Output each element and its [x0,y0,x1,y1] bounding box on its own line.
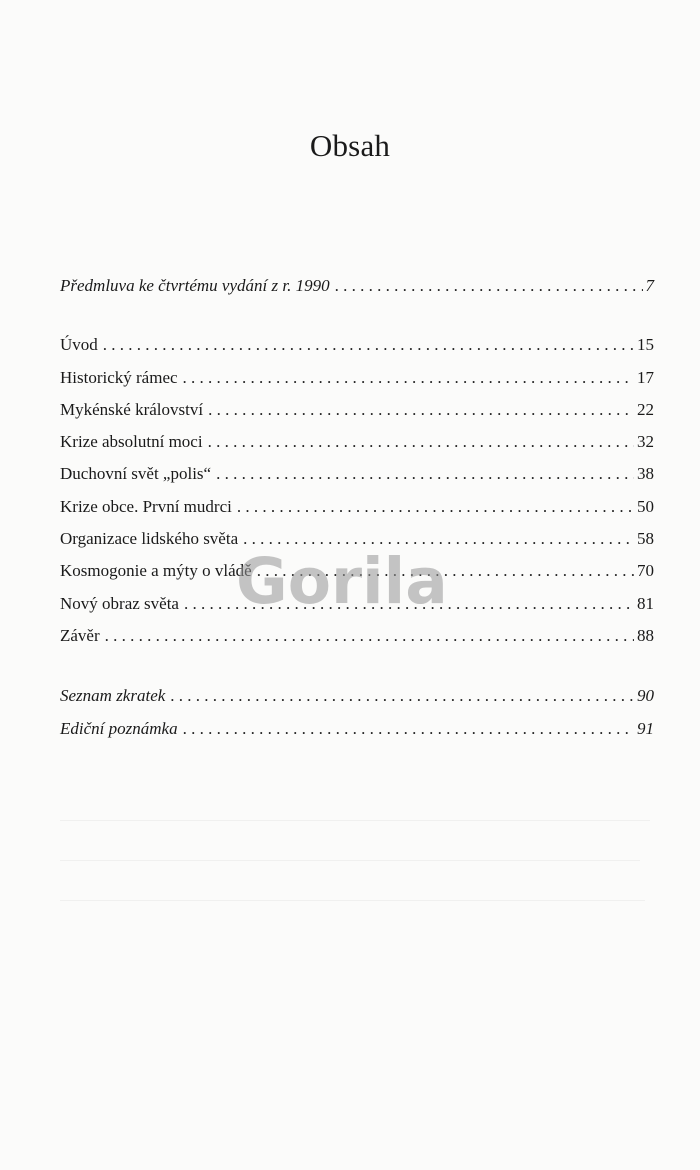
dot-leader [208,432,634,452]
toc-entry-page: 17 [637,367,654,387]
toc-entry-page: 15 [637,335,654,355]
toc-entry-page: 38 [637,464,654,484]
table-of-contents [60,276,654,751]
toc-entry-page: 91 [637,718,654,738]
toc-chapters [60,335,654,658]
toc-entry [60,594,654,626]
toc-entry [60,276,654,308]
toc-entry-title: Ediční poznámka [60,718,178,738]
toc-entry-page: 90 [637,686,654,706]
dot-leader [216,464,634,484]
dot-leader [184,594,634,614]
toc-entry-page: 50 [637,496,654,516]
toc-entry-page: 58 [637,529,654,549]
page-title: Obsah [309,128,391,163]
toc-entry-title: Závěr [60,625,100,645]
watermark: Gorila [236,545,448,618]
toc-entry-title: Krize absolutní moci [60,432,203,452]
toc-entry-title: Duchovní svět „polis“ [60,464,212,484]
toc-entry-page: 81 [637,593,654,613]
dot-leader [183,719,634,739]
dot-leader [257,561,634,581]
toc-entry [60,432,654,464]
dot-leader [335,276,643,296]
toc-entry-title: Historický rámec [60,367,178,387]
toc-entry-title: Mykénské království [60,399,204,419]
dot-leader [183,368,634,388]
toc-entry-title: Krize obce. První mudrci [60,496,232,516]
toc-entry-page: 32 [637,432,654,452]
toc-entry-title: Organizace lidského světa [60,529,239,549]
toc-entry-title: Nový obraz světa [60,593,179,613]
toc-entry-page: 88 [637,625,654,645]
dot-leader [243,529,634,549]
toc-entry [60,686,654,718]
toc-entry-title: Úvod [60,335,98,355]
dot-leader [170,686,634,706]
toc-entry [60,561,654,593]
toc-entry [60,464,654,496]
toc-entry [60,497,654,529]
toc-back-matter [60,686,654,751]
dot-leader [105,626,634,646]
toc-entry-page: 22 [637,399,654,419]
toc-entry-title: Předmluva ke čtvrtému vydání z r. 1990 [60,276,330,295]
toc-entry-page: 7 [645,276,654,295]
toc-entry [60,529,654,561]
toc-entry [60,368,654,400]
toc-entry [60,400,654,432]
dot-leader [208,400,634,420]
toc-front-matter [60,276,654,308]
dot-leader [237,497,634,517]
show-through-line [60,820,650,821]
toc-entry-title: Seznam zkratek [60,686,166,706]
toc-entry-page: 70 [637,561,654,581]
toc-entry [60,719,654,751]
toc-entry [60,626,654,658]
dot-leader [103,335,634,355]
show-through-line [60,900,645,901]
toc-entry-title: Kosmogonie a mýty o vládě [60,561,252,581]
toc-entry [60,335,654,367]
show-through-line [60,860,640,861]
